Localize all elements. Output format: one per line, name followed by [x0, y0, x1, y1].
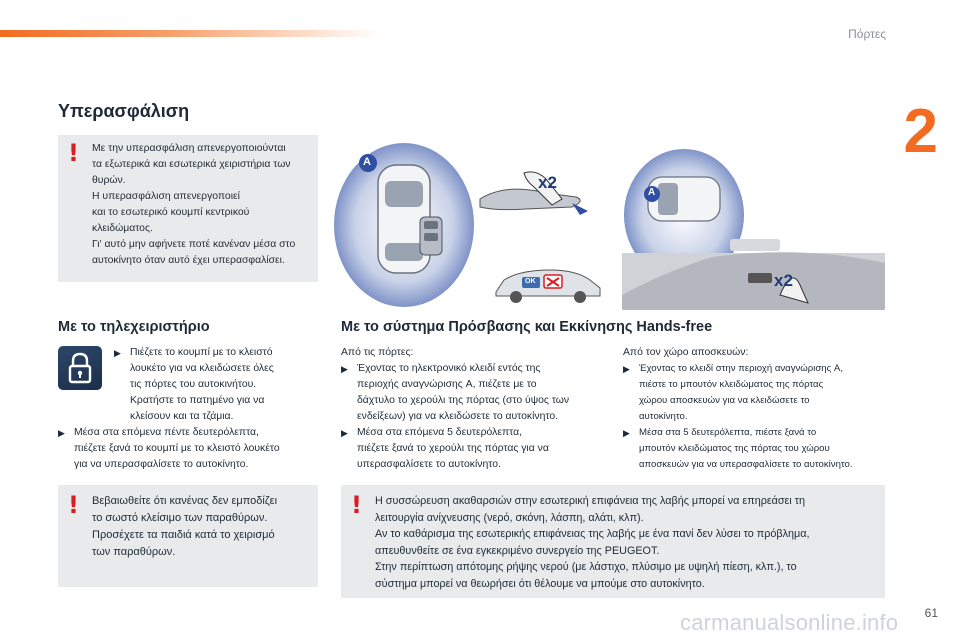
- doors-intro: Από τις πόρτες:: [341, 347, 414, 358]
- page-number: 61: [924, 606, 938, 620]
- arrow-bullet-icon: ▶: [58, 429, 65, 439]
- car-side-zones-illustration: [490, 258, 606, 308]
- section-title: Πόρτες: [848, 27, 886, 41]
- remote-heading: Με το τηλεχειριστήριο: [58, 319, 210, 335]
- warning-icon: !: [68, 491, 79, 519]
- zone-label-a-boot: A: [648, 187, 656, 198]
- handle-dirt-warning-box: [341, 485, 885, 598]
- boot-step-2: ▶ Μέσα στα 5 δευτερόλεπτα, πιέστε ξανά το μπουτόν κλειδώματος της πόρτας του χώρου αποσκευών για να υπερασφαλίσετε το αυτοκίνητο.: [623, 425, 888, 473]
- remote-step-1: ▶ Πιέζετε το κουμπί με το κλειστό λουκέτο για να κλειδώσετε όλες τις πόρτες του αυτοκινήτου. Κρατήστε το πατημένο για να κλείσουν και τα τζάμια.: [114, 345, 324, 425]
- warning-text: Βεβαιωθείτε ότι κανένας δεν εμποδίζει το σωστό κλείσιμο των παραθύρων. Προσέχετε τα παιδιά κατά το χειρισμό των παραθύρων.: [92, 495, 278, 558]
- warning-icon: !: [351, 491, 362, 519]
- window-safety-warning-box: [58, 485, 318, 587]
- page-title: Υπερασφάλιση: [58, 101, 190, 121]
- remote-lock-button-illustration: [58, 346, 102, 390]
- press-twice-label-boot: x2: [774, 271, 793, 290]
- door-handle-press-illustration: [476, 163, 606, 230]
- padlock-icon: [58, 346, 102, 390]
- warning-text: Με την υπερασφάλιση απενεργοποιούνται τα εξωτερικά και εσωτερικά χειριστήρια των θυρών. Η υπερασφάλιση απενεργοποιεί και το εσωτερικό κουμπί κεντρικού κλειδώματος. Γι' αυτό μην αφήνετε ποτέ κανέναν μέσα στο αυτοκίνητο όταν αυτό έχει υπερασφαλίσει.: [92, 143, 296, 266]
- press-twice-label: x2: [538, 173, 557, 192]
- arrow-bullet-icon: ▶: [114, 349, 121, 359]
- warning-icon: !: [68, 139, 79, 167]
- boot-detection-zone-illustration: [622, 145, 885, 310]
- header-accent-bar: [0, 30, 380, 37]
- arrow-bullet-icon: ▶: [341, 429, 348, 439]
- warning-text: Η συσσώρευση ακαθαρσιών στην εσωτερική επιφάνεια της λαβής μπορεί να επηρεάσει τη λειτουργία ανίχνευσης (νερό, σκόνη, λάσπη, αλάτι, κλπ). Αν το καθάρισμα της εσωτερικής επιφάνειας της λαβής με ένα πανί δεν λύσει το πρόβλημα, απευθυνθείτε σε ένα εγκεκριμένο συνεργείο της PEUGEOT. Στην περίπτωση απότομης ρήψης νερού (με λάστιχο, πλύσιμο με υψηλή πίεση, κλπ.), το σύστημα μπορεί να θεωρήσει ότι θέλουμε να μπούμε στο αυτοκίνητο.: [375, 495, 810, 590]
- car-detection-zone-illustration: [332, 133, 475, 309]
- zone-label-a: A: [363, 156, 371, 168]
- handsfree-heading: Με το σύστημα Πρόσβασης και Εκκίνησης Hands-free: [341, 319, 713, 335]
- boot-step-1: ▶ Έχοντας το κλειδί στην περιοχή αναγνώρισης A, πιέστε το μπουτόν κλειδώματος της πόρτας χώρου αποσκευών για να κλειδώσετε το αυτοκίνητο.: [623, 361, 888, 425]
- doors-step-2: ▶ Μέσα στα επόμενα 5 δευτερόλεπτα, πιέζετε ξανά το χερούλι της πόρτας για να υπερασφαλίσετε το αυτοκίνητο.: [341, 425, 611, 473]
- watermark: carmanualsonline.info: [680, 610, 899, 635]
- remote-step-2: ▶ Μέσα στα επόμενα πέντε δευτερόλεπτα, πιέζετε ξανά το κουμπί με το κλειστό λουκέτο για να υπερασφαλίσετε το αυτοκίνητο.: [58, 425, 324, 473]
- boot-intro: Από τον χώρο αποσκευών:: [623, 347, 749, 358]
- ok-zone-label: OK: [525, 278, 536, 285]
- arrow-bullet-icon: ▶: [341, 365, 348, 375]
- chapter-number: 2: [903, 97, 938, 166]
- doors-step-1: ▶ Έχοντας το ηλεκτρονικό κλειδί εντός της περιοχής αναγνώρισης A, πιέζετε με το δάχτυλο το χερούλι της πόρτας (στο ύψος των ενδείξεων) για να κλειδώσετε το αυτοκίνητο.: [341, 361, 611, 425]
- arrow-bullet-icon: ▶: [623, 429, 630, 439]
- arrow-bullet-icon: ▶: [623, 365, 630, 375]
- superlocking-warning-box: [58, 135, 318, 282]
